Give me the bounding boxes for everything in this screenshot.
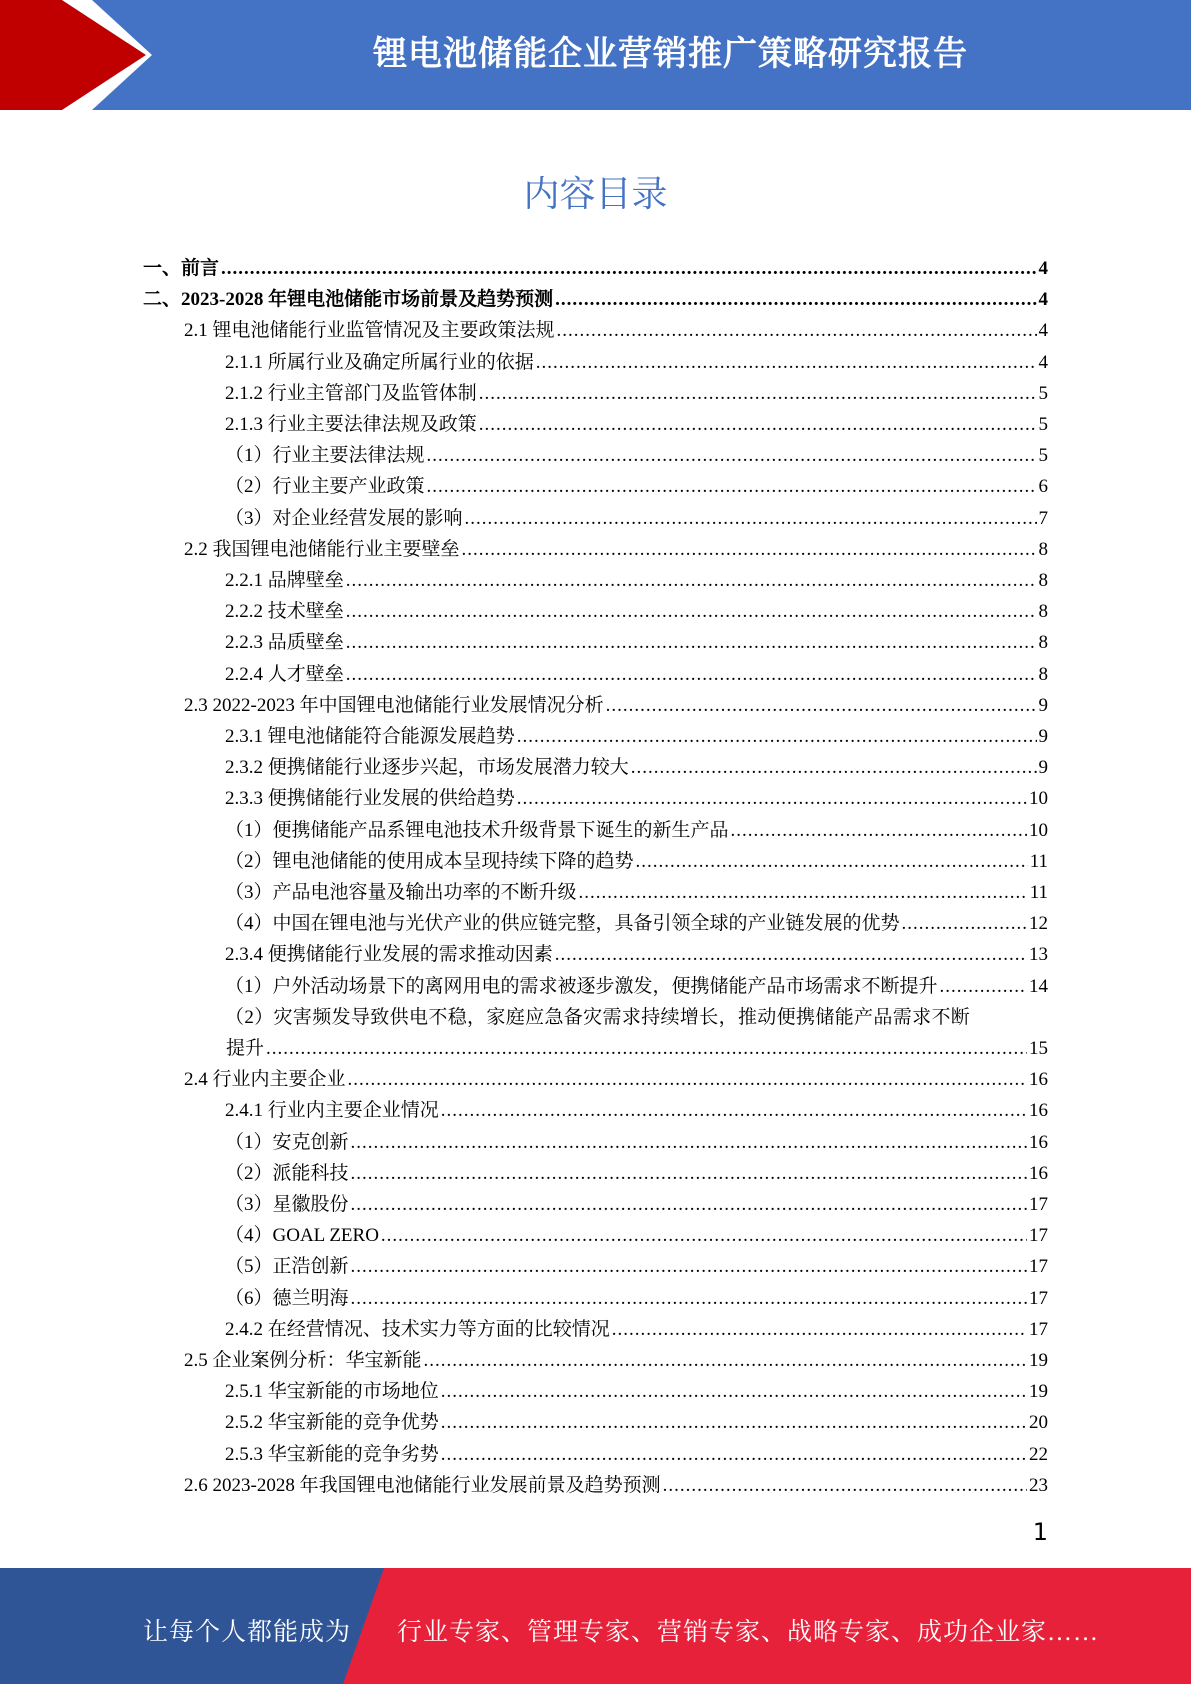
toc-entry[interactable]: [225, 908, 1048, 939]
toc-entry[interactable]: [225, 471, 1048, 502]
toc-leader-dots: [479, 378, 1037, 409]
toc-entry-page: 14: [1029, 976, 1048, 997]
toc-entry-label: 2.5.1 华宝新能的市场地位: [225, 1381, 439, 1402]
toc-entry-label: （3）产品电池容量及输出功率的不断升级: [225, 882, 577, 903]
toc-entry-label: 2.1.2 行业主管部门及监管体制: [225, 383, 477, 404]
toc-entry[interactable]: [184, 315, 1048, 346]
toc-leader-dots: [348, 1064, 1027, 1095]
toc-entry[interactable]: [225, 440, 1048, 471]
toc-entry-label: （5）正浩创新: [225, 1256, 349, 1277]
toc-entry[interactable]: [225, 1251, 1048, 1282]
toc-leader-dots: [381, 1220, 1027, 1251]
toc-entry[interactable]: [225, 503, 1048, 534]
toc-entry[interactable]: [225, 1189, 1048, 1220]
toc-entry-page: 23: [1029, 1475, 1048, 1496]
toc-entry[interactable]: [225, 659, 1048, 690]
toc-entry[interactable]: [184, 534, 1048, 565]
toc-leader-dots: [351, 1251, 1027, 1282]
toc-entry[interactable]: [225, 877, 1048, 908]
toc-entry[interactable]: [225, 939, 1048, 970]
toc-leader-dots: [441, 1095, 1027, 1126]
toc-leader-dots: [266, 1033, 1027, 1064]
toc-entry-label: （2）锂电池储能的使用成本呈现持续下降的趋势: [225, 851, 634, 872]
footer-slogan-left: 让每个人都能成为: [143, 1619, 352, 1646]
toc-leader-dots: [351, 1189, 1027, 1220]
toc-entry-page: 8: [1038, 664, 1048, 685]
toc-entry[interactable]: [225, 378, 1048, 409]
toc-entry[interactable]: [225, 846, 1048, 877]
toc-entry-page: 16: [1029, 1163, 1048, 1184]
toc-entry[interactable]: [225, 1002, 1048, 1033]
toc-entry-label: 2.4 行业内主要企业: [184, 1069, 346, 1090]
toc-leader-dots: [351, 1158, 1027, 1189]
header-red-arrow: [0, 0, 146, 110]
toc-entry-page: 10: [1029, 788, 1048, 809]
toc-entry[interactable]: [225, 627, 1048, 658]
toc-leader-dots: [631, 752, 1037, 783]
toc-entry-page: 10: [1029, 820, 1048, 841]
toc-entry-label: （1）行业主要法律法规: [225, 445, 425, 466]
toc-entry[interactable]: [184, 1064, 1048, 1095]
toc-entry-label: （2）行业主要产业政策: [225, 476, 425, 497]
toc-entry-label: 2.4.1 行业内主要企业情况: [225, 1100, 439, 1121]
toc-entry-label: 2.3.3 便携储能行业发展的供给趋势: [225, 788, 515, 809]
toc-leader-dots: [902, 908, 1027, 939]
toc-leader-dots: [517, 783, 1027, 814]
toc-entry-page: 15: [1029, 1038, 1048, 1059]
toc-leader-dots: [346, 565, 1037, 596]
toc-leader-dots: [351, 1283, 1027, 1314]
toc-entry-page: 16: [1029, 1132, 1048, 1153]
toc-entry-page: 19: [1029, 1381, 1048, 1402]
toc-entry-label: 2.2.1 品牌壁垒: [225, 570, 344, 591]
footer-slogan-right: 行业专家、管理专家、营销专家、战略专家、成功企业家……: [397, 1619, 1100, 1646]
page-number: 1: [1032, 1518, 1048, 1546]
toc-entry[interactable]: [225, 409, 1048, 440]
toc-leader-dots: [465, 503, 1037, 534]
toc-entry-label: 2.2.3 品质壁垒: [225, 632, 344, 653]
toc-entry-page: 22: [1029, 1444, 1048, 1465]
toc-entry[interactable]: [184, 1345, 1048, 1376]
toc-entry[interactable]: [225, 971, 1048, 1002]
toc-entry-page: 11: [1029, 851, 1048, 872]
toc-entry-label: 2.1 锂电池储能行业监管情况及主要政策法规: [184, 320, 555, 341]
toc-entry[interactable]: [225, 721, 1048, 752]
toc-entry-label: 二、2023-2028 年锂电池储能市场前景及趋势预测: [143, 289, 554, 310]
toc-leader-dots: [536, 347, 1037, 378]
toc-entry-label: （3）对企业经营发展的影响: [225, 508, 463, 529]
toc-entry[interactable]: [143, 284, 1048, 315]
toc-entry-label: （2）派能科技: [225, 1163, 349, 1184]
toc-entry-page: 7: [1038, 508, 1048, 529]
toc-leader-dots: [606, 690, 1037, 721]
toc-leader-dots: [427, 440, 1037, 471]
toc-entry-page: 8: [1038, 570, 1048, 591]
toc-entry-label: 2.5.2 华宝新能的竞争优势: [225, 1412, 439, 1433]
toc-entry-label: 2.5 企业案例分析：华宝新能: [184, 1350, 422, 1371]
toc-entry-page: 17: [1029, 1225, 1048, 1246]
toc-entry-label: 提升: [226, 1038, 265, 1059]
toc-leader-dots: [555, 939, 1027, 970]
toc-entry-label: 2.1.3 行业主要法律法规及政策: [225, 414, 477, 435]
toc-entry[interactable]: [225, 1314, 1048, 1345]
toc-entry-page: 9: [1038, 695, 1048, 716]
toc-entry-page: 4: [1038, 320, 1048, 341]
toc-entry-page: 4: [1038, 352, 1048, 373]
toc-leader-dots: [636, 846, 1028, 877]
toc-entry-label: （1）安克创新: [225, 1132, 349, 1153]
toc-entry-page: 19: [1029, 1350, 1048, 1371]
report-title: 锂电池储能企业营销推广策略研究报告: [373, 34, 968, 74]
toc-entry-page: 5: [1038, 414, 1048, 435]
toc-leader-dots: [441, 1376, 1027, 1407]
toc-entry[interactable]: [225, 1439, 1048, 1470]
toc-entry[interactable]: [225, 565, 1048, 596]
toc-entry-label: 2.2 我国锂电池储能行业主要壁垒: [184, 539, 460, 560]
toc-entry-label: （3）星徽股份: [225, 1194, 349, 1215]
toc-leader-dots: [731, 815, 1027, 846]
toc-heading: 内容目录: [523, 174, 668, 215]
toc-entry-label: （1）便携储能产品系锂电池技术升级背景下诞生的新生产品: [225, 820, 729, 841]
footer-banner: [0, 1568, 1191, 1684]
toc-entry-page: 4: [1038, 289, 1048, 310]
toc-entry[interactable]: [184, 690, 1048, 721]
header-banner: [0, 0, 1191, 110]
toc-entry-page: 11: [1029, 882, 1048, 903]
toc-entry-page: 17: [1029, 1288, 1048, 1309]
toc-entry-page: 16: [1029, 1100, 1048, 1121]
toc-leader-dots: [441, 1439, 1027, 1470]
toc-entry-page: 8: [1038, 632, 1048, 653]
toc-entry-page: 16: [1029, 1069, 1048, 1090]
toc-leader-dots: [940, 971, 1027, 1002]
toc-entry[interactable]: [225, 596, 1048, 627]
toc-entry-page: 5: [1038, 383, 1048, 404]
toc-entry-label: 2.3.4 便携储能行业发展的需求推动因素: [225, 944, 553, 965]
toc-entry[interactable]: [225, 1095, 1048, 1126]
toc-leader-dots: [555, 284, 1036, 315]
toc-entry[interactable]: [225, 1376, 1048, 1407]
toc-leader-dots: [441, 1407, 1027, 1438]
toc-entry[interactable]: [225, 815, 1048, 846]
toc-leader-dots: [479, 409, 1037, 440]
toc-leader-dots: [579, 877, 1028, 908]
toc-entry-page: 9: [1038, 757, 1048, 778]
toc-entry-page: 13: [1029, 944, 1048, 965]
toc-entry-page: 5: [1038, 445, 1048, 466]
toc-entry-label: 2.6 2023-2028 年我国锂电池储能行业发展前景及趋势预测: [184, 1475, 661, 1496]
toc-entry[interactable]: [225, 347, 1048, 378]
toc-entry[interactable]: [225, 752, 1048, 783]
toc-leader-dots: [462, 534, 1037, 565]
toc-leader-dots: [517, 721, 1037, 752]
toc-entry-page: 17: [1029, 1256, 1048, 1277]
toc-entry-label: 一、前言: [143, 258, 220, 279]
toc-leader-dots: [346, 596, 1037, 627]
toc-leader-dots: [663, 1470, 1027, 1501]
toc-leader-dots: [427, 471, 1037, 502]
toc-entry-page: 17: [1029, 1319, 1048, 1340]
toc-entry-label: 2.3.1 锂电池储能符合能源发展趋势: [225, 726, 515, 747]
toc-entry-label: 2.5.3 华宝新能的竞争劣势: [225, 1444, 439, 1465]
toc-entry[interactable]: [184, 1470, 1048, 1501]
toc-entry-label: 2.2.4 人才壁垒: [225, 664, 344, 685]
toc-entry[interactable]: [226, 1033, 1048, 1064]
toc-entry-page: 12: [1029, 913, 1048, 934]
toc-entry-page: 4: [1038, 258, 1048, 279]
toc-entry-label: （4）GOAL ZERO: [225, 1225, 379, 1246]
toc-entry-page: 9: [1038, 726, 1048, 747]
toc-leader-dots: [424, 1345, 1027, 1376]
toc-leader-dots: [221, 253, 1036, 284]
toc-entry[interactable]: [225, 1158, 1048, 1189]
toc-leader-dots: [346, 659, 1037, 690]
toc-entry-page: 20: [1029, 1412, 1048, 1433]
toc-entry-label: 2.1.1 所属行业及确定所属行业的依据: [225, 352, 534, 373]
toc-entry-page: 17: [1029, 1194, 1048, 1215]
toc-leader-dots: [346, 627, 1037, 658]
toc-entry[interactable]: [225, 783, 1048, 814]
toc-entry-label: （6）德兰明海: [225, 1288, 349, 1309]
toc-entry-page: 8: [1038, 601, 1048, 622]
toc-entry[interactable]: [143, 253, 1048, 284]
toc-leader-dots: [557, 315, 1037, 346]
toc-entry-label: 2.2.2 技术壁垒: [225, 601, 344, 622]
toc-entry[interactable]: [225, 1127, 1048, 1158]
toc-entry-label: （1）户外活动场景下的离网用电的需求被逐步激发，便携储能产品市场需求不断提升: [225, 976, 938, 997]
toc-entry-label: 2.3 2022-2023 年中国锂电池储能行业发展情况分析: [184, 695, 604, 716]
toc-entry[interactable]: [225, 1283, 1048, 1314]
toc-entry-page: 8: [1038, 539, 1048, 560]
toc-entry-label: 2.3.2 便携储能行业逐步兴起，市场发展潜力较大: [225, 757, 629, 778]
toc-entry-label: 2.4.2 在经营情况、技术实力等方面的比较情况: [225, 1319, 610, 1340]
toc-entry-label: （2）灾害频发导致供电不稳，家庭应急备灾需求持续增长，推动便携储能产品需求不断: [225, 1007, 971, 1028]
toc-entry[interactable]: [225, 1220, 1048, 1251]
toc-entry-page: 6: [1038, 476, 1048, 497]
toc-entry[interactable]: [225, 1407, 1048, 1438]
toc-leader-dots: [612, 1314, 1027, 1345]
toc-entry-label: （4）中国在锂电池与光伏产业的供应链完整，具备引领全球的产业链发展的优势: [225, 913, 900, 934]
toc-leader-dots: [351, 1127, 1027, 1158]
